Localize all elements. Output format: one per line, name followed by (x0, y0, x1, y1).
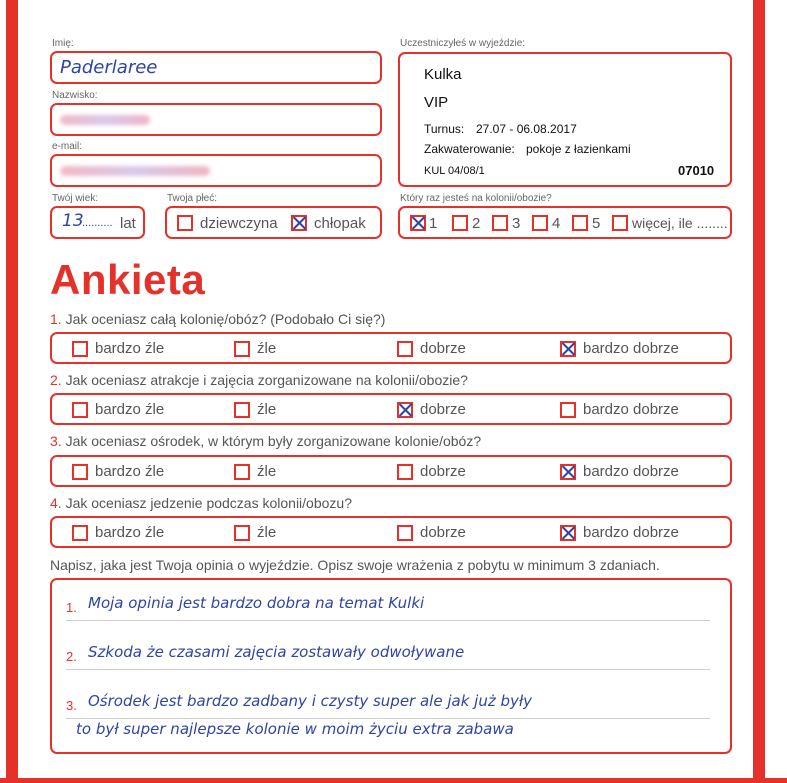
opinion-line-1 (66, 592, 710, 621)
opinion-line-2 (66, 641, 710, 670)
age-unit: lat (120, 215, 136, 232)
q2-very-bad-checkbox[interactable] (72, 402, 88, 418)
times-field (398, 206, 732, 239)
question-2 (50, 372, 468, 388)
age-field[interactable] (50, 206, 145, 239)
q1-good-checkbox[interactable] (397, 341, 413, 357)
q4-good-label: dobrze (420, 524, 466, 541)
times-5-checkbox[interactable] (572, 215, 588, 231)
times-1-checkbox[interactable] (410, 215, 426, 231)
opinion-prompt: Napisz, jaka jest Twoja opinia o wyjeździe. Opisz swoje wrażenia z pobytu w minimum 3 zdaniach. (50, 557, 660, 573)
question-1-options (50, 332, 732, 364)
red-frame-bottom (0, 778, 787, 783)
q2-very-good-checkbox[interactable] (560, 402, 576, 418)
q1-good-label: dobrze (420, 340, 466, 357)
question-4-options (50, 516, 732, 548)
stamp-turnus-value: 27.07 - 06.08.2017 (476, 122, 577, 136)
times-3-checkbox[interactable] (492, 215, 508, 231)
question-1-text: Jak oceniasz całą kolonię/obóz? (Podobało Ci się?) (65, 311, 386, 327)
q3-bad-checkbox[interactable] (234, 464, 250, 480)
stamp-number: 07010 (678, 163, 715, 178)
times-3-label: 3 (512, 215, 521, 232)
times-2-checkbox[interactable] (452, 215, 468, 231)
question-3-text: Jak oceniasz ośrodek, w którym były zorganizowane kolonie/obóz? (65, 433, 482, 449)
opinion-line-3 (66, 690, 710, 719)
q3-very-bad-label: bardzo źle (95, 463, 165, 480)
q4-very-bad-label: bardzo źle (95, 524, 165, 541)
question-3 (50, 433, 481, 449)
times-4-checkbox[interactable] (532, 215, 548, 231)
gender-girl-label: dziewczyna (200, 215, 278, 232)
question-4-text: Jak oceniasz jedzenie podczas kolonii/obozu? (65, 495, 352, 511)
gender-label: Twoja płeć: (167, 193, 218, 204)
q4-very-good-checkbox[interactable] (560, 525, 576, 541)
question-1-number: 1. (50, 311, 62, 327)
age-label: Twój wiek: (52, 193, 99, 204)
redacted-email (60, 166, 210, 176)
q1-very-good-label: bardzo dobrze (583, 340, 679, 357)
opinion-line-1-number: 1. (66, 600, 77, 615)
question-4-number: 4. (50, 495, 62, 511)
email-field[interactable] (50, 154, 382, 187)
times-2-label: 2 (472, 215, 481, 232)
opinion-line-3-text: Ośrodek jest bardzo zadbany i czysty super ale jak już były (88, 692, 533, 710)
q3-good-label: dobrze (420, 463, 466, 480)
q1-bad-label: źle (257, 340, 277, 357)
q1-bad-checkbox[interactable] (234, 341, 250, 357)
question-2-number: 2. (50, 372, 62, 388)
times-label: Który raz jesteś na kolonii/obozie? (400, 193, 552, 204)
opinion-line-4 (66, 718, 710, 746)
opinion-line-3-number: 3. (66, 698, 77, 713)
times-more-label: więcej, ile ........ (632, 215, 728, 231)
survey-title: Ankieta (50, 256, 206, 303)
times-4-label: 4 (552, 215, 561, 232)
q2-bad-label: źle (257, 401, 277, 418)
trip-stamp (398, 52, 732, 187)
redacted-surname (60, 115, 150, 125)
q3-very-bad-checkbox[interactable] (72, 464, 88, 480)
q2-bad-checkbox[interactable] (234, 402, 250, 418)
q3-very-good-checkbox[interactable] (560, 464, 576, 480)
q2-very-bad-label: bardzo źle (95, 401, 165, 418)
q4-very-good-label: bardzo dobrze (583, 524, 679, 541)
q4-bad-checkbox[interactable] (234, 525, 250, 541)
gender-boy-checkbox[interactable] (291, 215, 307, 231)
opinion-textarea[interactable] (50, 578, 732, 754)
gender-girl-checkbox[interactable] (177, 215, 193, 231)
opinion-line-2-number: 2. (66, 649, 77, 664)
question-3-options (50, 455, 732, 487)
name-value: Paderlaree (60, 57, 158, 78)
times-1-label: 1 (429, 215, 438, 232)
participation-label: Uczestniczyłeś w wyjeździe: (400, 38, 526, 49)
stamp-type: VIP (424, 94, 449, 111)
times-5-label: 5 (592, 215, 601, 232)
email-label: e-mail: (52, 141, 83, 152)
q3-good-checkbox[interactable] (397, 464, 413, 480)
q4-good-checkbox[interactable] (397, 525, 413, 541)
q2-good-checkbox[interactable] (397, 402, 413, 418)
surname-label: Nazwisko: (52, 90, 98, 101)
q4-bad-label: źle (257, 524, 277, 541)
name-label: Imię: (52, 38, 74, 49)
q3-very-good-label: bardzo dobrze (583, 463, 679, 480)
opinion-line-1-text: Moja opinia jest bardzo dobra na temat Kulki (88, 594, 425, 612)
q2-very-good-label: bardzo dobrze (583, 401, 679, 418)
q1-very-good-checkbox[interactable] (560, 341, 576, 357)
question-1 (50, 311, 385, 327)
question-3-number: 3. (50, 433, 62, 449)
question-2-text: Jak oceniasz atrakcje i zajęcia zorganizowane na kolonii/obozie? (65, 372, 468, 388)
age-dots: .......... (82, 217, 113, 229)
age-value: 13 (62, 211, 84, 231)
q1-very-bad-label: bardzo źle (95, 340, 165, 357)
times-more-checkbox[interactable] (612, 215, 628, 231)
stamp-code: KUL 04/08/1 (424, 165, 485, 177)
q1-very-bad-checkbox[interactable] (72, 341, 88, 357)
q3-bad-label: źle (257, 463, 277, 480)
surname-field[interactable] (50, 103, 382, 136)
stamp-name: Kulka (424, 66, 462, 83)
opinion-line-2-text: Szkoda że czasami zajęcia zostawały odwoływane (88, 643, 465, 661)
name-field[interactable] (50, 51, 382, 84)
stamp-accommodation-value: pokoje z łazienkami (526, 142, 631, 156)
gender-boy-label: chłopak (314, 215, 366, 232)
stamp-turnus-label: Turnus: (424, 122, 465, 136)
gender-field (165, 206, 382, 239)
q2-good-label: dobrze (420, 401, 466, 418)
stamp-accommodation-label: Zakwaterowanie: (424, 142, 515, 156)
question-2-options (50, 393, 732, 425)
opinion-line-4-text: to był super najlepsze kolonie w moim życiu extra zabawa (76, 720, 514, 738)
question-4 (50, 495, 352, 511)
q4-very-bad-checkbox[interactable] (72, 525, 88, 541)
